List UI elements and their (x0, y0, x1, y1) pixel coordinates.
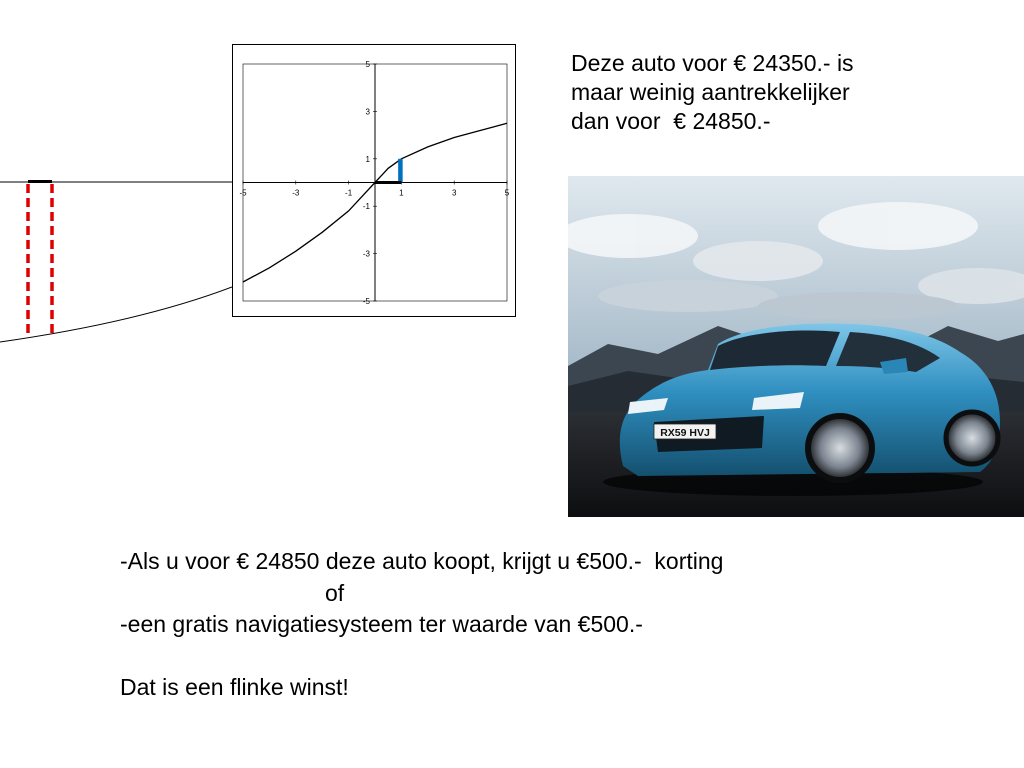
y-tick-label: -1 (362, 202, 370, 212)
y-tick-label: -5 (362, 297, 370, 306)
value-function-chart (232, 44, 516, 317)
x-tick-label: 5 (504, 188, 510, 198)
chart-svg (233, 45, 515, 316)
offer-text (120, 546, 980, 704)
car-photo (568, 176, 1024, 517)
y-tick-label: -3 (362, 249, 370, 259)
headline-line: dan voor € 24850.- (571, 108, 771, 134)
y-tick-label: 3 (365, 107, 370, 117)
wheel-rear (946, 412, 998, 464)
offer-option-2: -een gratis navigatiesysteem ter waarde van €500.- (120, 611, 643, 637)
value-curve-detail (0, 0, 232, 360)
license-plate-text: RX59 HVJ (660, 427, 710, 439)
wheel-front (808, 416, 872, 480)
y-tick-label: 5 (365, 60, 370, 69)
x-tick-label: -1 (345, 188, 353, 198)
x-tick-label: -3 (292, 188, 300, 198)
offer-separator: of (325, 579, 345, 606)
blank-line (120, 641, 980, 673)
headline (571, 49, 1011, 136)
headline-line: maar weinig aantrekkelijker (571, 79, 850, 105)
headline-line: Deze auto voor € 24350.- is (571, 50, 854, 76)
x-tick-label: 3 (451, 188, 457, 198)
x-tick-label: 1 (399, 188, 404, 198)
value-curve-line (0, 287, 232, 342)
y-tick-label: 1 (365, 154, 370, 164)
conclusion: Dat is een flinke winst! (120, 674, 349, 700)
offer-option-1: -Als u voor € 24850 deze auto koopt, krijgt u €500.- korting (120, 548, 724, 574)
x-tick-label: -5 (239, 188, 247, 198)
